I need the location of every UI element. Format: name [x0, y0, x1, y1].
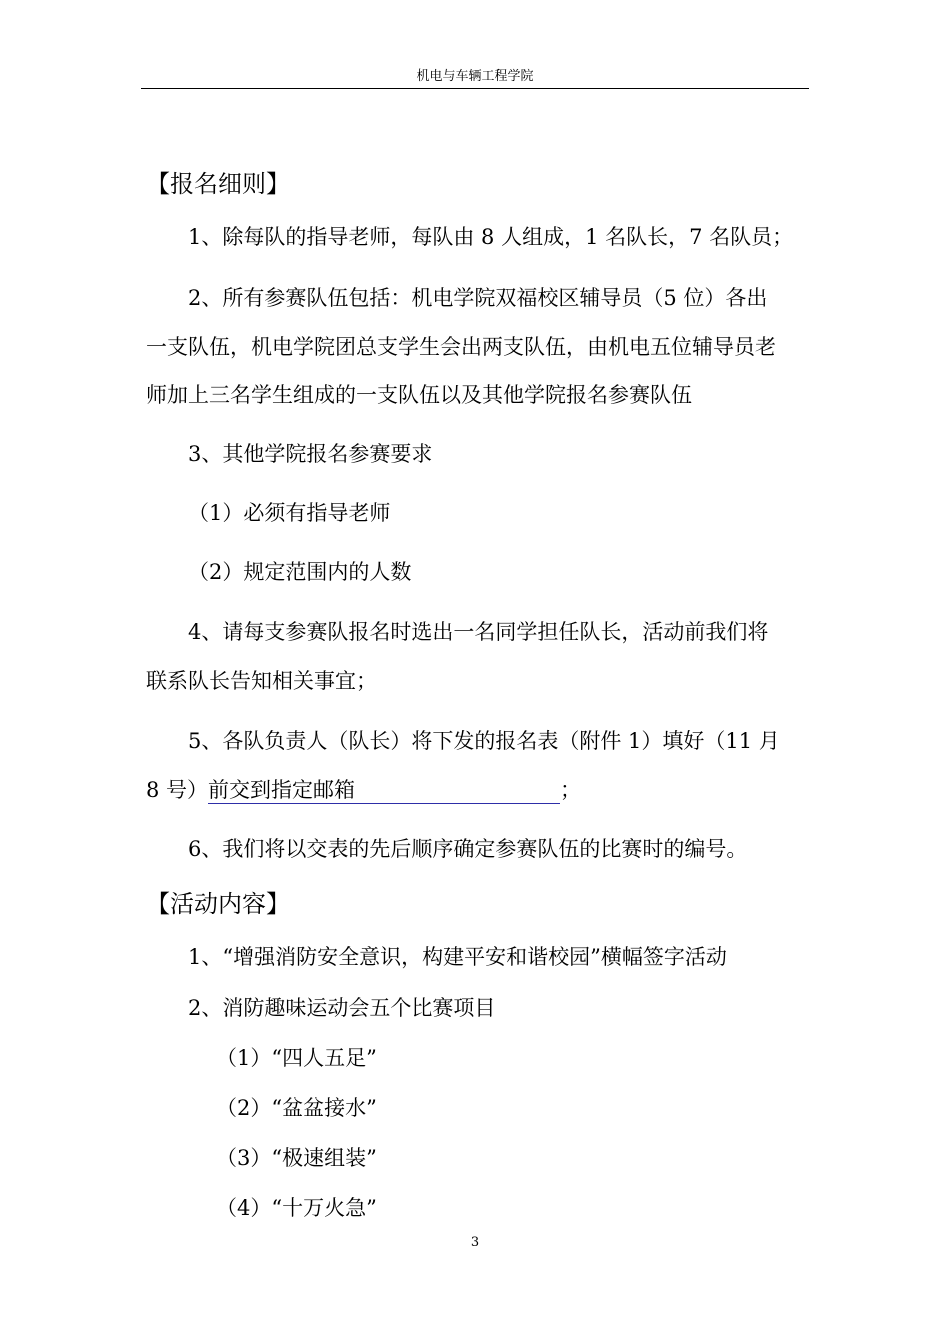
activity-sub-item-2: （2）“盆盆接水”: [216, 1096, 377, 1120]
page-header: 机电与车辆工程学院: [141, 66, 809, 89]
activity-sub-item-3: （3）“极速组装”: [216, 1146, 377, 1170]
registration-item-2-line-3: 师加上三名学生组成的一支队伍以及其他学院报名参赛队伍: [146, 383, 692, 407]
section-title-registration: 【报名细则】: [146, 170, 290, 198]
section-title-activities: 【活动内容】: [146, 890, 290, 918]
registration-item-6: 6、我们将以交表的先后顺序确定参赛队伍的比赛时的编号。: [188, 837, 748, 861]
registration-item-3-sub-2: （2）规定范围内的人数: [188, 560, 412, 584]
registration-item-5-line-1: 5、各队负责人（队长）将下发的报名表（附件 1）填好（11 月: [188, 729, 780, 753]
activity-sub-item-1: （1）“四人五足”: [216, 1046, 377, 1070]
registration-item-4-line-1: 4、请每支参赛队报名时选出一名同学担任队长，活动前我们将: [188, 620, 769, 644]
activity-sub-item-4: （4）“十万火急”: [216, 1196, 377, 1220]
registration-item-5-line-2: [146, 775, 581, 805]
registration-item-1: 1、除每队的指导老师，每队由 8 人组成，1 名队长，7 名队员；: [188, 225, 794, 249]
page-number: 3: [470, 1235, 480, 1250]
email-field-underline: 前交到指定邮箱: [208, 777, 560, 804]
registration-item-2-line-2: 一支队伍，机电学院团总支学生会出两支队伍，由机电五位辅导员老: [146, 335, 776, 359]
registration-item-5-suffix: ；: [560, 778, 582, 802]
registration-item-3: 3、其他学院报名参赛要求: [188, 442, 433, 466]
registration-item-2-line-1: 2、所有参赛队伍包括：机电学院双福校区辅导员（5 位）各出: [188, 286, 768, 310]
activity-item-2: 2、消防趣味运动会五个比赛项目: [188, 996, 496, 1020]
registration-item-3-sub-1: （1）必须有指导老师: [188, 501, 391, 525]
registration-item-5-prefix: 8 号）: [146, 778, 209, 802]
activity-item-1: 1、“增强消防安全意识，构建平安和谐校园”横幅签字活动: [188, 945, 727, 969]
registration-item-4-line-2: 联系队长告知相关事宜；: [146, 669, 377, 693]
